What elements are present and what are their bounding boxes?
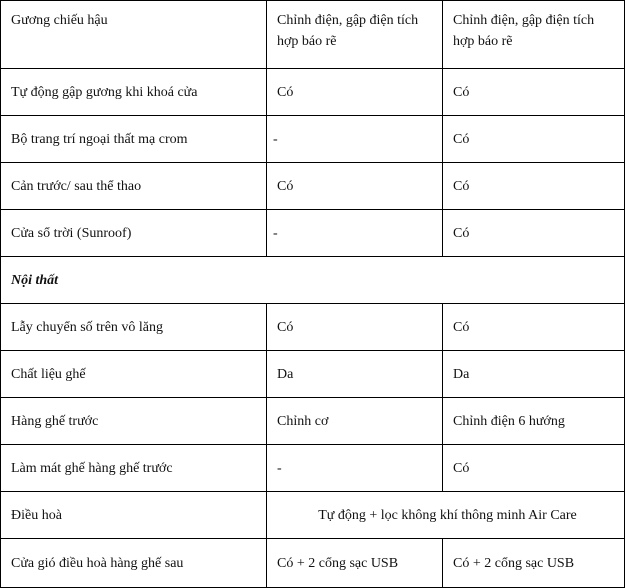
value-cell-variant-1: Da xyxy=(267,351,443,398)
value-cell-variant-2: Có xyxy=(443,210,625,257)
table-row-rear-vents xyxy=(1,539,625,588)
table-row-front-seats xyxy=(1,398,625,445)
feature-cell: Chất liệu ghế xyxy=(1,351,267,398)
value-cell-variant-1: Có xyxy=(267,163,443,210)
feature-cell: Gương chiếu hậu xyxy=(1,1,267,69)
value-cell-variant-2: Có xyxy=(443,116,625,163)
value-cell-variant-1: Chỉnh cơ xyxy=(267,398,443,445)
value-cell-variant-1: Chỉnh điện, gập điện tích hợp báo rẽ xyxy=(267,1,443,69)
table-row-section-interior xyxy=(1,257,625,304)
value-cell-variant-1: Có xyxy=(267,69,443,116)
table-row-seat-material xyxy=(1,351,625,398)
feature-cell: Làm mát ghế hàng ghế trước xyxy=(1,445,267,492)
value-cell-variant-2: Có + 2 cổng sạc USB xyxy=(443,539,625,588)
table-row-auto-fold-mirror xyxy=(1,69,625,116)
table-row-paddle-shifters xyxy=(1,304,625,351)
feature-cell: Cửa sổ trời (Sunroof) xyxy=(1,210,267,257)
section-heading-interior: Nội thất xyxy=(1,257,625,304)
value-cell-variant-1: - xyxy=(267,116,443,163)
table-row-sport-bumper xyxy=(1,163,625,210)
table-row-mirror xyxy=(1,1,625,69)
feature-cell: Cửa gió điều hoà hàng ghế sau xyxy=(1,539,267,588)
feature-cell: Điều hoà xyxy=(1,492,267,539)
feature-cell: Lẫy chuyển số trên vô lăng xyxy=(1,304,267,351)
value-cell-variant-1: - xyxy=(267,445,443,492)
table-row-sunroof xyxy=(1,210,625,257)
value-cell-variant-2: Da xyxy=(443,351,625,398)
table-row-chrome-trim xyxy=(1,116,625,163)
feature-cell: Cản trước/ sau thể thao xyxy=(1,163,267,210)
value-cell-variant-2: Có xyxy=(443,69,625,116)
value-cell-variant-2: Có xyxy=(443,163,625,210)
table-row-air-conditioning xyxy=(1,492,625,539)
value-cell-variant-2: Có xyxy=(443,445,625,492)
value-cell-variant-1: - xyxy=(267,210,443,257)
value-cell-variant-2: Chỉnh điện 6 hướng xyxy=(443,398,625,445)
value-cell-variant-1: Có xyxy=(267,304,443,351)
feature-cell: Hàng ghế trước xyxy=(1,398,267,445)
feature-cell: Tự động gập gương khi khoá cửa xyxy=(1,69,267,116)
value-cell-variant-1: Có + 2 cổng sạc USB xyxy=(267,539,443,588)
value-cell-variant-2: Chỉnh điện, gập điện tích hợp báo rẽ xyxy=(443,1,625,69)
feature-cell: Bộ trang trí ngoại thất mạ crom xyxy=(1,116,267,163)
value-cell-variant-2: Có xyxy=(443,304,625,351)
table-row-seat-cooling xyxy=(1,445,625,492)
value-cell-merged: Tự động + lọc không khí thông minh Air Care xyxy=(267,492,625,539)
